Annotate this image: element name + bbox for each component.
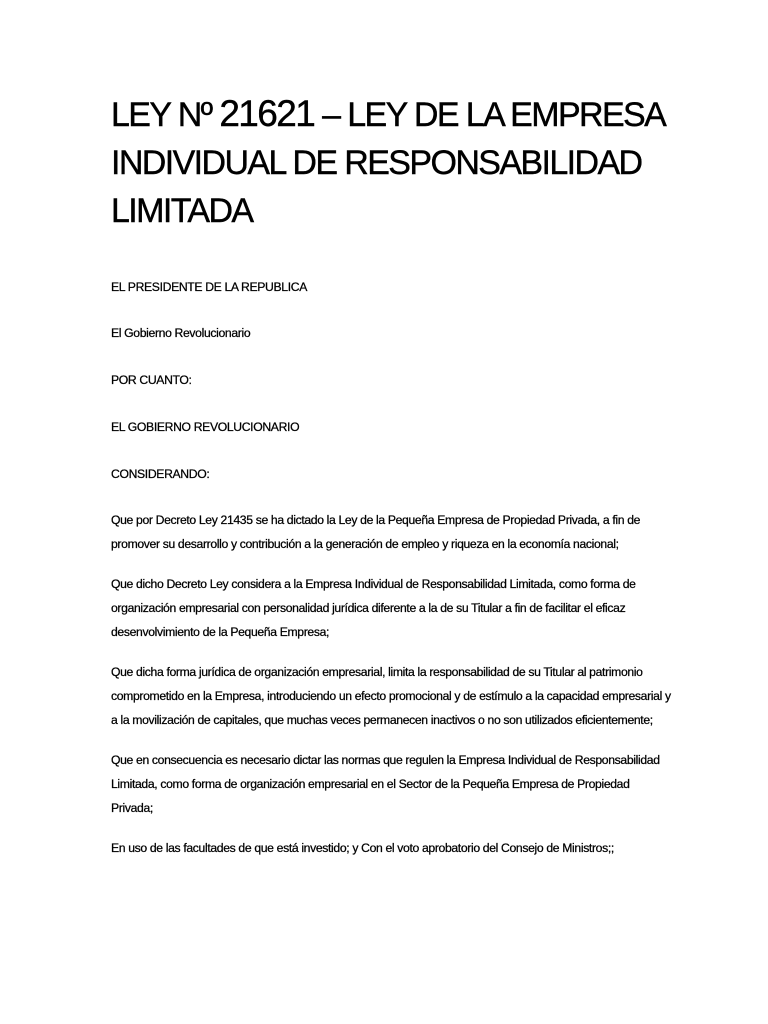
president-heading: EL PRESIDENTE DE LA REPUBLICA xyxy=(111,280,307,294)
document-page xyxy=(111,90,671,860)
considerando-heading: CONSIDERANDO: xyxy=(111,467,210,481)
considerando-paragraph: Que en consecuencia es necesario dictar las normas que regulen la Empresa Individual de Responsabilidad Limitada, como forma de organización empresarial en el Sector de la Pequeña Empresa de Propiedad Privada; xyxy=(111,753,660,815)
government-line: El Gobierno Revolucionario xyxy=(111,326,251,340)
considerando-paragraph: Que dicho Decreto Ley considera a la Empresa Individual de Responsabilidad Limitada, como forma de organización empresarial con personalidad jurídica diferente a la de su Titular a fin de facilitar el eficaz desenvolvimiento de la Pequeña Empresa; xyxy=(111,577,636,639)
law-title-prefix: LEY Nº xyxy=(111,96,220,134)
por-cuanto-heading: POR CUANTO: xyxy=(111,373,192,387)
considerando-paragraph: Que por Decreto Ley 21435 se ha dictado la Ley de la Pequeña Empresa de Propiedad Privada, a fin de promover su desarrollo y contribución a la generación de empleo y riqueza en la economía nacional; xyxy=(111,513,641,551)
law-title-name: – LEY DE LA EMPRESA INDIVIDUAL DE RESPONSABILIDAD LIMITADA xyxy=(111,96,664,230)
law-number: 21621 xyxy=(219,93,315,134)
considerando-paragraph: Que dicha forma jurídica de organización empresarial, limita la responsabilidad de su Titular al patrimonio comprometido en la Empresa, introduciendo un efecto promocional y de estímulo a la capacidad empresarial y a la movilización de capitales, que muchas veces permanecen inactivos o no son utilizados eficientemente; xyxy=(111,665,671,727)
enacting-clause: En uso de las facultades de que está investido; y Con el voto aprobatorio del Consejo de Ministros;; xyxy=(111,841,614,855)
government-heading: EL GOBIERNO REVOLUCIONARIO xyxy=(111,420,300,434)
law-title xyxy=(111,90,671,235)
